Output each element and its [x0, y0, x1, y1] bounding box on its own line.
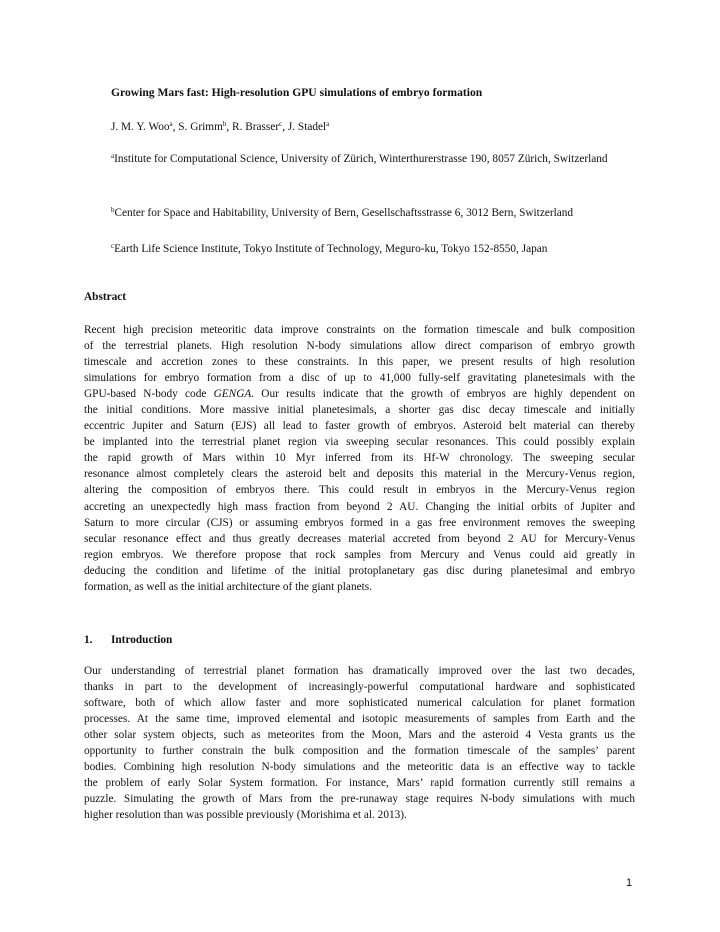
- intro-line: opportunity to further constrain the bulk composition and the formation timescale of the samples’ parent: [84, 745, 635, 758]
- abstract-body: [84, 322, 635, 595]
- intro-line: bodies. Combining high resolution N-body simulations and the meteoritic data is an effective way to tackle: [84, 761, 635, 774]
- author: S. Grimm$^b$,: [178, 120, 233, 133]
- author: J. Stadel$^a$: [287, 120, 330, 133]
- abstract-line: altering the composition of embryos there. This could result in embryos in the Mercury-Venus region: [84, 484, 635, 497]
- abstract-line: formation, as well as the initial architecture of the giant planets.: [84, 580, 372, 593]
- abstract-line: be implanted into the terrestrial planet region via sweeping secular resonances. This could possibly explain: [84, 436, 635, 449]
- intro-line: Our understanding of terrestrial planet formation has dramatically improved over the last two decades,: [84, 665, 635, 677]
- paper-title: Growing Mars fast: High-resolution GPU simulations of embryo formation: [111, 86, 483, 99]
- abstract-line: timescale and accretion zones to these constraints. In this paper, we present results of high resolution: [84, 356, 635, 369]
- abstract-line: Saturn to more circular (CJS) or assuming embryos formed in a gas free environment removes the sweeping: [84, 516, 635, 529]
- affiliation-c: $^c$Earth Life Science Institute, Tokyo Institute of Technology, Meguro-ku, Tokyo 152-8550, Japan: [111, 242, 548, 255]
- introduction-body: [84, 663, 635, 823]
- abstract-line: GPU-based N-body code GENGA. Our results indicate that the growth of embryos are highly dependent on: [84, 388, 635, 401]
- abstract-line: of the terrestrial planets. High resolution N-body simulations allow direct comparison of embryo growth: [84, 340, 635, 353]
- intro-line: higher resolution than was possible previously (Morishima et al. 2013).: [84, 809, 407, 822]
- intro-line: other solar system objects, such as meteorites from the Moon, Mars and the asteroid 4 Vesta grants us the: [84, 729, 635, 742]
- abstract-line: eccentric Jupiter and Saturn (EJS) all lead to faster growth of embryos. Asteroid belt material can thereby: [84, 420, 635, 433]
- abstract-line: simulations for embryo formation from a disc of up to 41,000 fully-self gravitating planetesimals with the: [84, 372, 635, 385]
- abstract-heading: Abstract: [84, 291, 127, 303]
- author: R. Brasser$^c$,: [232, 120, 288, 133]
- intro-line: thanks in part to the development of increasingly-powerful computational hardware and sophisticated: [84, 681, 635, 694]
- intro-line: puzzle. Simulating the growth of Mars from the pre-runaway stage requires N-body simulations with much: [84, 793, 635, 806]
- intro-line: processes. At the same time, improved elemental and isotopic measurements of samples from Earth and the: [84, 713, 635, 726]
- affiliation-b: $^b$Center for Space and Habitability, University of Bern, Gesellschaftsstrasse 6, 3012 Bern, Switzerland: [111, 206, 574, 219]
- intro-line: software, both of which allow faster and more sophisticated numerical calculation for planet formation: [84, 697, 635, 710]
- page-number: 1: [626, 877, 633, 889]
- abstract-line: region embryos. We therefore propose that rock samples from Mercury and Venus could aid greatly in: [84, 548, 635, 561]
- code-name-italic: GENGA: [213, 388, 252, 401]
- affiliation-a: $^a$Institute for Computational Science, University of Zürich, Winterthurerstrasse 190, 8057 Zürich, Switzerland: [111, 152, 608, 165]
- intro-line: the problem of early Solar System formation. For instance, Mars’ rapid formation currently still remains a: [84, 777, 635, 790]
- author-list: [111, 121, 329, 133]
- section-title: Introduction: [111, 634, 173, 646]
- abstract-line: resonance almost completely clears the asteroid belt and deposits this material in the Mercury-Venus region,: [84, 468, 635, 481]
- abstract-line: accreting an unexpectedly high mass fraction from beyond 2 AU. Changing the initial orbits of Jupiter and: [84, 500, 635, 513]
- author: J. M. Y. Woo$^a$,: [111, 120, 179, 133]
- section-heading-introduction: [84, 634, 172, 646]
- abstract-line: Recent high precision meteoritic data improve constraints on the formation timescale and bulk composition: [84, 324, 635, 336]
- abstract-line: the rapid growth of Mars within 10 Myr inferred from its Hf-W chronology. The sweeping secular: [84, 452, 635, 465]
- section-number: 1.: [84, 634, 93, 646]
- abstract-line: secular resonance effect and thus greatly decreases material accreted from beyond 2 AU for Mercury-Venus: [84, 532, 635, 545]
- abstract-line: deducing the condition and lifetime of the initial protoplanetary gas disc during planetesimal and embryo: [84, 564, 635, 577]
- abstract-line: the initial conditions. More massive initial planetesimals, a shorter gas disc decay timescale and initially: [84, 404, 635, 417]
